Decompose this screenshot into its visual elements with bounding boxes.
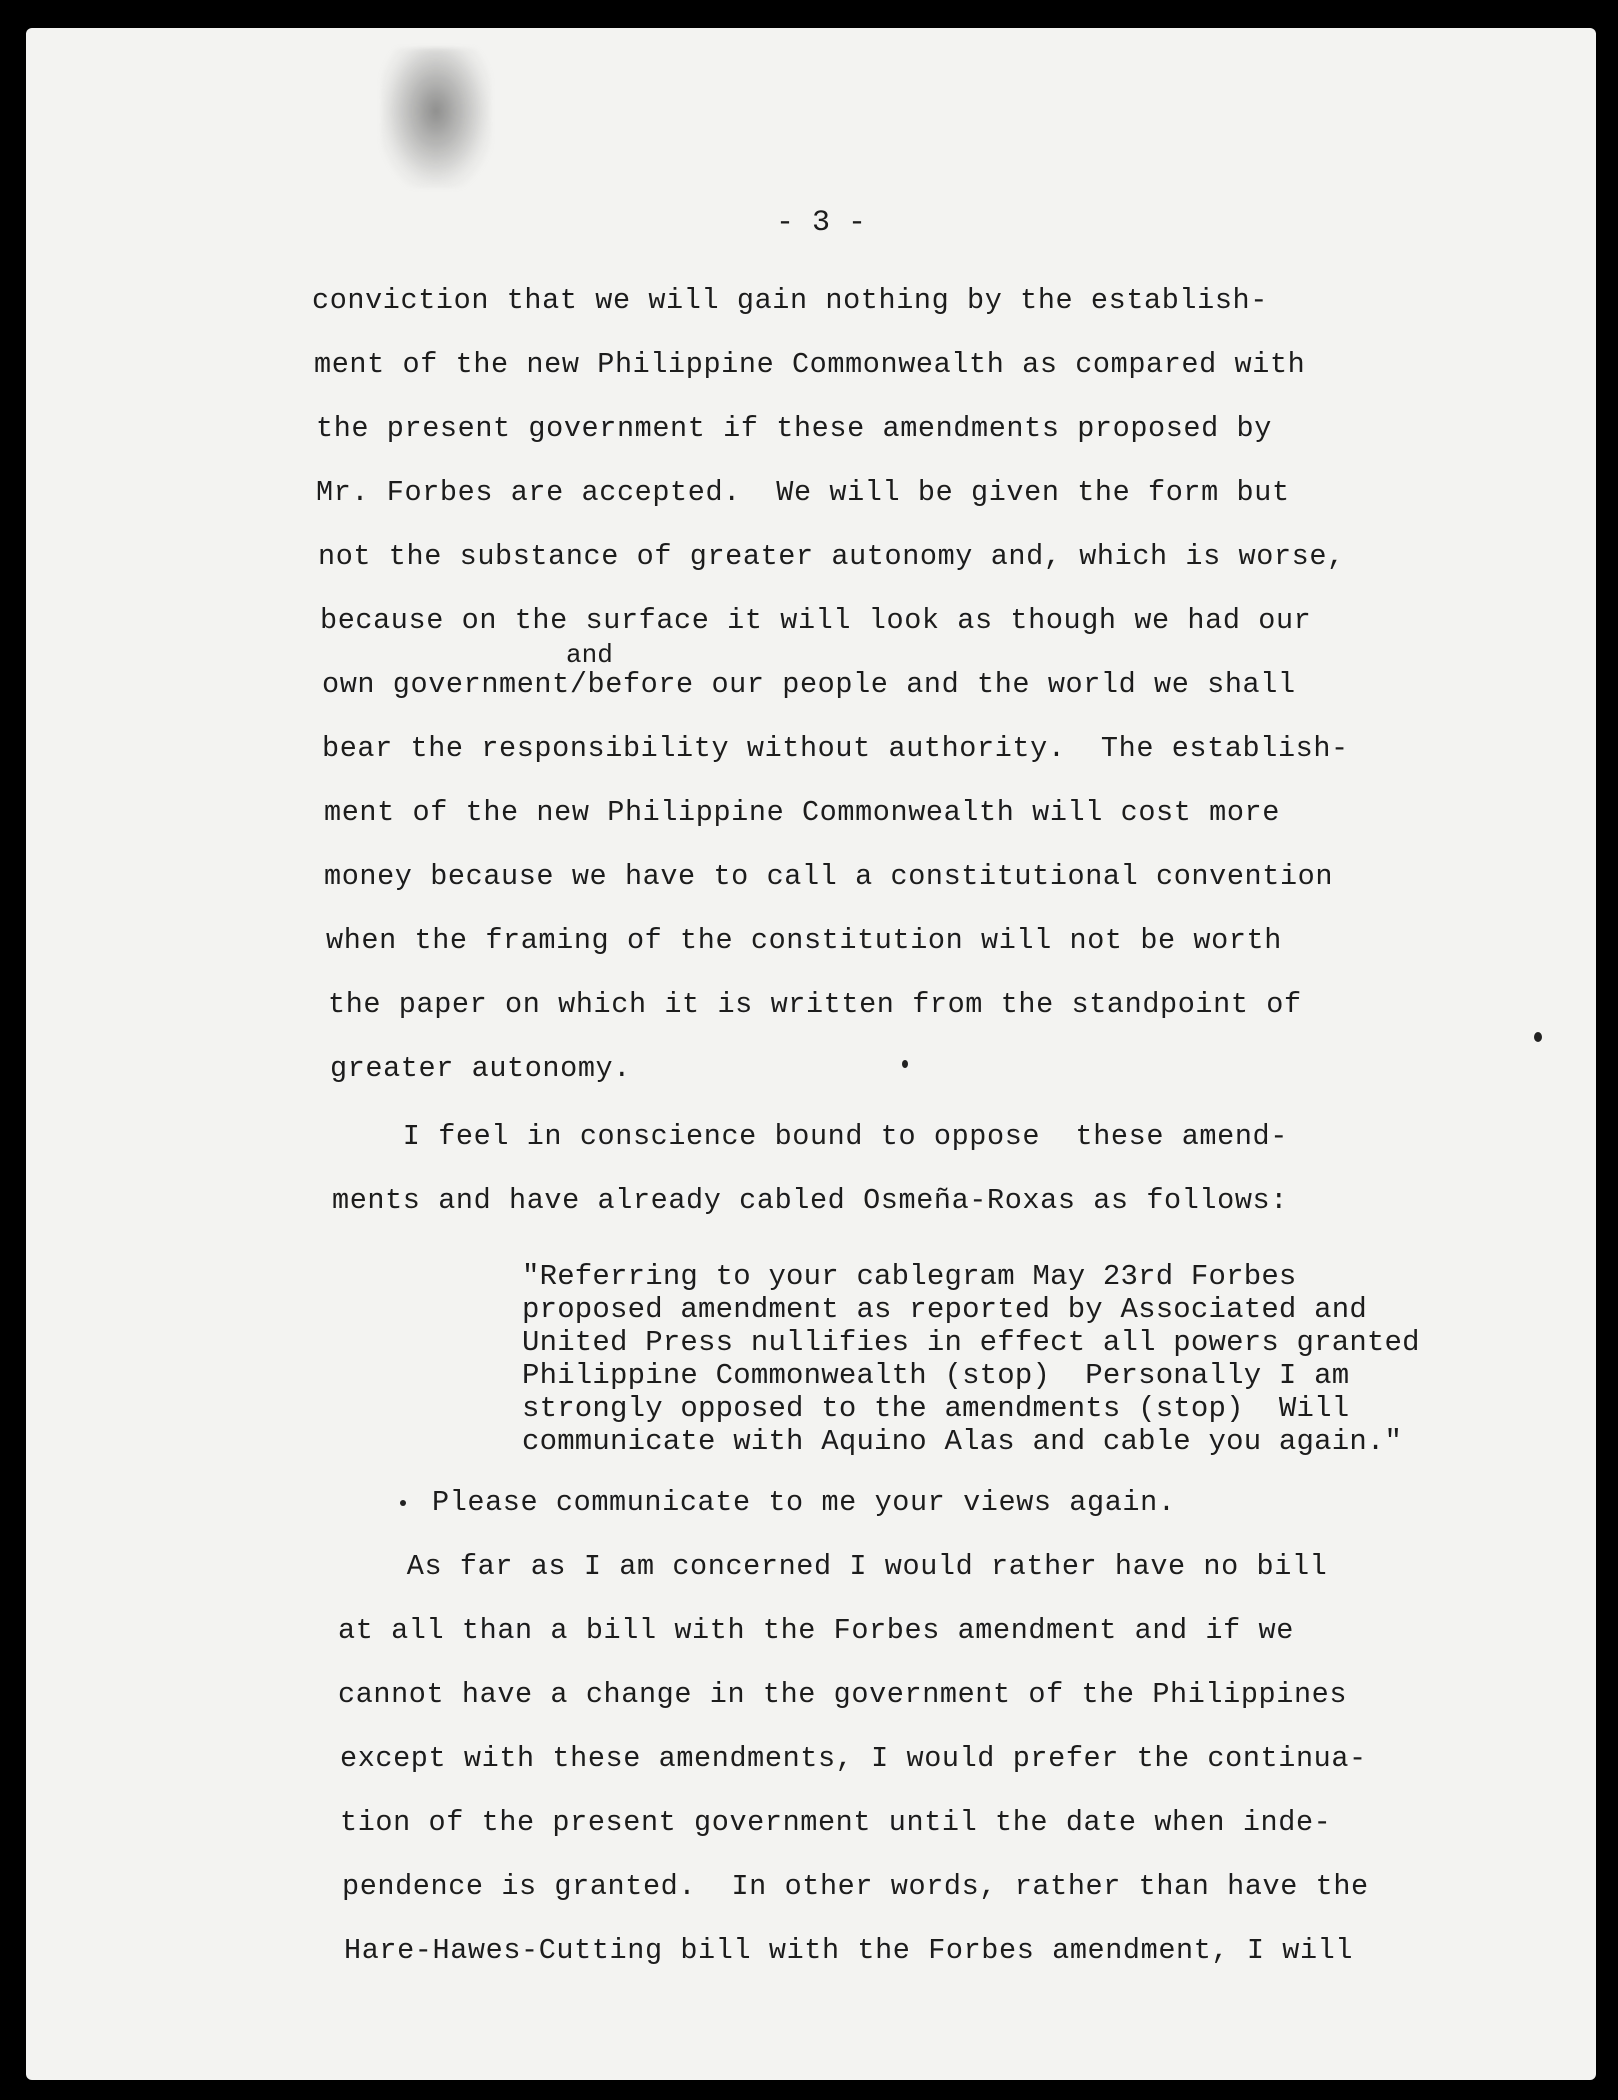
ink-speck — [400, 1500, 406, 1506]
cable-quote-line: United Press nullifies in effect all powers granted — [522, 1326, 1420, 1359]
cable-quote-line: Philippine Commonwealth (stop) Personally I am — [522, 1359, 1350, 1392]
text-line: cannot have a change in the government of the Philippines — [338, 1678, 1348, 1711]
page-number: - 3 - — [776, 206, 867, 240]
text-line: Please communicate to me your views again. — [432, 1486, 1176, 1519]
text-line: bear the responsibility without authority. The establish- — [322, 732, 1349, 765]
text-line: tion of the present government until the date when inde- — [340, 1806, 1332, 1839]
text-line: when the framing of the constitution will not be worth — [326, 924, 1282, 957]
text-line: the present government if these amendments proposed by — [316, 412, 1272, 445]
handwritten-insert: and — [566, 640, 613, 670]
ink-speck — [902, 1060, 908, 1068]
text-line: conviction that we will gain nothing by the establish- — [312, 284, 1268, 317]
cable-quote-line: strongly opposed to the amendments (stop) Will — [522, 1392, 1350, 1425]
text-line: the paper on which it is written from the standpoint of — [328, 988, 1302, 1021]
text-line: pendence is granted. In other words, rather than have the — [342, 1870, 1369, 1903]
ink-smudge — [381, 48, 491, 188]
document-page — [26, 28, 1596, 2080]
text-line: not the substance of greater autonomy and, which is worse, — [318, 540, 1345, 573]
text-line: ments and have already cabled Osmeña-Roxas as follows: — [332, 1184, 1288, 1217]
text-line: money because we have to call a constitutional convention — [324, 860, 1334, 893]
text-line: Mr. Forbes are accepted. We will be given the form but — [316, 476, 1290, 509]
cable-quote-line: communicate with Aquino Alas and cable you again." — [522, 1425, 1403, 1458]
text-line: ment of the new Philippine Commonwealth will cost more — [324, 796, 1280, 829]
text-line: ment of the new Philippine Commonwealth as compared with — [314, 348, 1306, 381]
ink-speck — [1534, 1032, 1542, 1042]
text-line: Hare-Hawes-Cutting bill with the Forbes amendment, I will — [344, 1934, 1354, 1967]
text-line: because on the surface it will look as though we had our — [320, 604, 1312, 637]
text-line: greater autonomy. — [330, 1052, 631, 1085]
text-line: As far as I am concerned I would rather have no bill — [336, 1550, 1328, 1583]
cable-quote-line: "Referring to your cablegram May 23rd Forbes — [522, 1260, 1297, 1293]
text-line: at all than a bill with the Forbes amendment and if we — [338, 1614, 1294, 1647]
text-line: I feel in conscience bound to oppose these amend- — [332, 1120, 1288, 1153]
cable-quote-line: proposed amendment as reported by Associated and — [522, 1293, 1367, 1326]
text-line: except with these amendments, I would prefer the continua- — [340, 1742, 1367, 1775]
text-line: own government/before our people and the world we shall — [322, 668, 1296, 701]
